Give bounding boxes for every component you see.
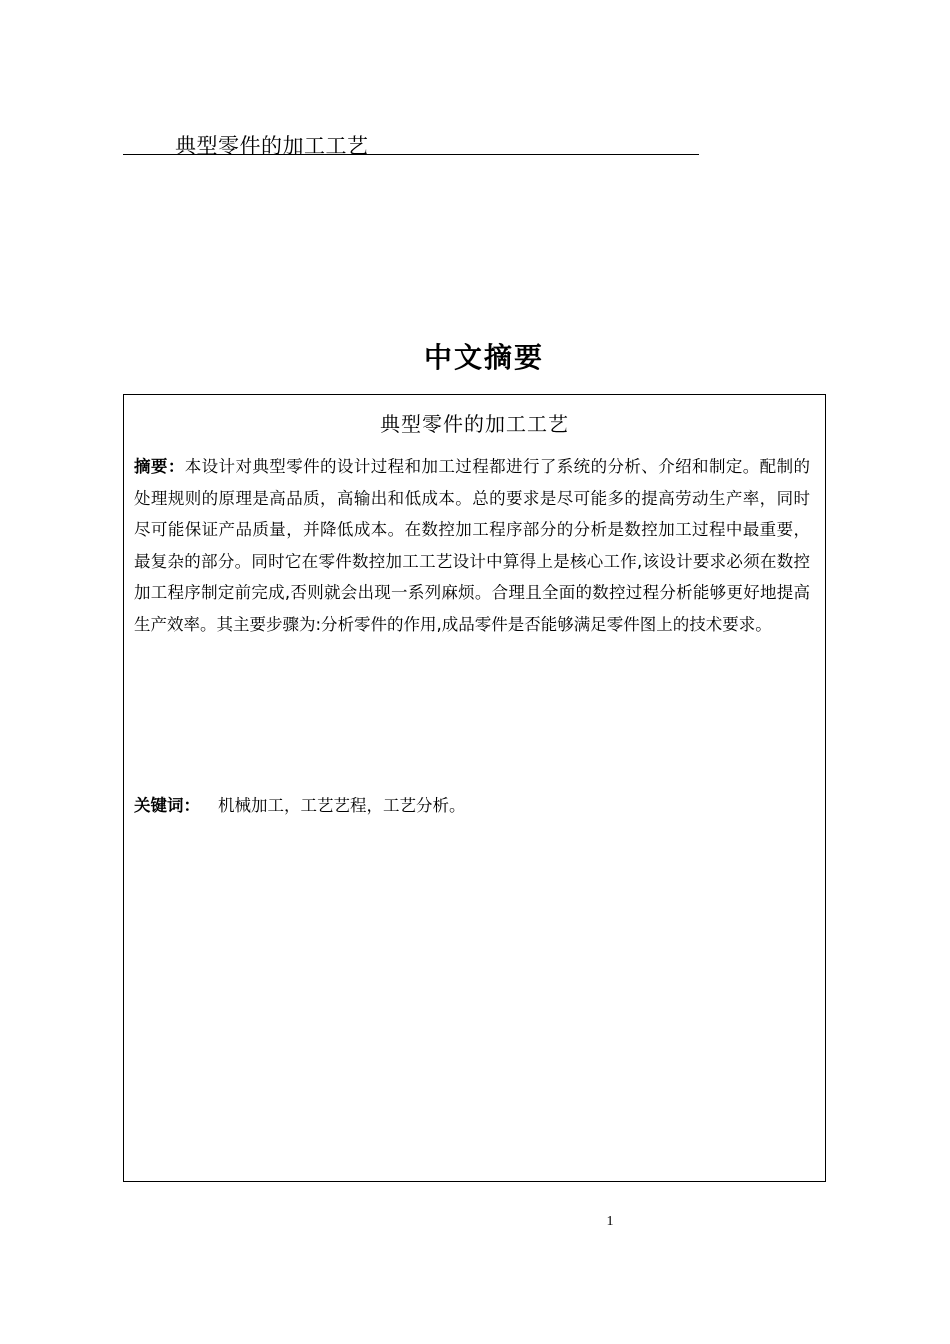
running-header-title: 典型零件的加工工艺 [175, 134, 369, 158]
keywords-label: 关键词： [134, 796, 200, 815]
abstract-paragraph [134, 451, 810, 640]
abstract-box [123, 394, 826, 1182]
abstract-label: 摘要： [134, 457, 185, 476]
header-underline [123, 154, 699, 155]
abstract-text: 本设计对典型零件的设计过程和加工过程都进行了系统的分析、介绍和制定。配制的处理规则的原理是高品质，高输出和低成本。总的要求是尽可能多的提高劳动生产率，同时尽可能保证产品质量，并降低成本。在数控加工程序部分的分析是数控加工过程中最重要，最复杂的部分。同时它在零件数控加工工艺设计中算得上是核心工作,该设计要求必须在数控加工程序制定前完成,否则就会出现一系列麻烦。合理且全面的数控过程分析能够更好地提高生产效率。其主要步骤为:分析零件的作用,成品零件是否能够满足零件图上的技术要求。 [134, 457, 811, 634]
keywords-text: 机械加工，工艺艺程，工艺分析。 [218, 796, 466, 815]
keywords-line [134, 790, 810, 821]
abstract-box-title: 典型零件的加工工艺 [380, 412, 569, 436]
page-title: 中文摘要 [423, 341, 544, 374]
page-number: 1 [606, 1214, 614, 1229]
